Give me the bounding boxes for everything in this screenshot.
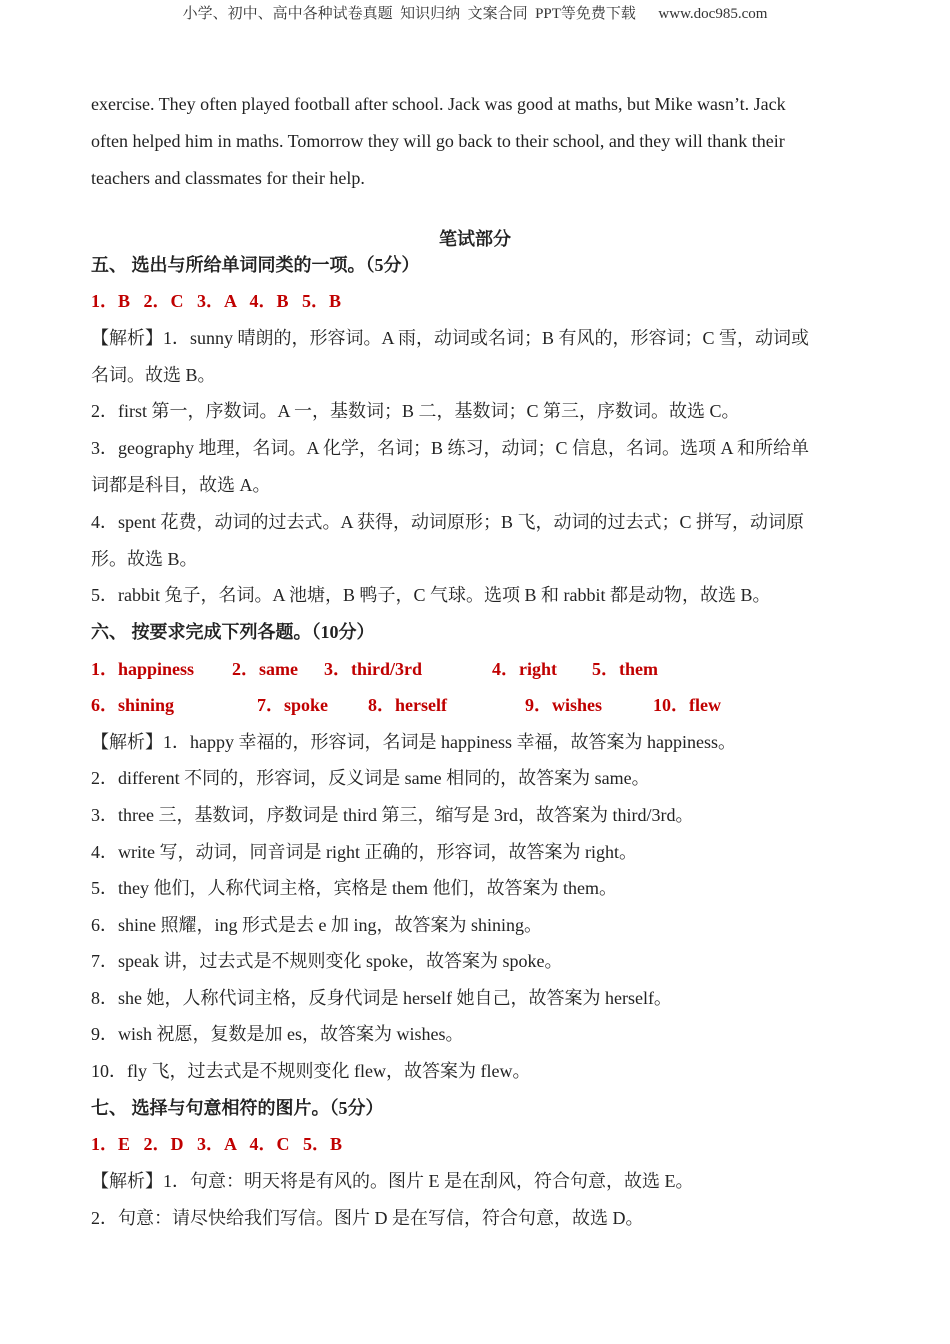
answer-item: 2．same bbox=[232, 659, 298, 679]
answer-item: 10．flew bbox=[653, 695, 721, 715]
explanation-line: 3．geography 地理，名词。A 化学，名词；B 练习，动词；C 信息，名词。选项 A 和所给单 bbox=[91, 438, 809, 458]
section-title: 笔试部分 bbox=[439, 229, 511, 249]
part6-heading: 六、 按要求完成下列各题。（10分） bbox=[91, 622, 375, 642]
answer-item: 5．them bbox=[592, 659, 658, 679]
part7-heading: 七、 选择与句意相符的图片。（5分） bbox=[91, 1098, 384, 1118]
explanation-line: 词都是科目，故选 A。 bbox=[91, 475, 271, 495]
answer-item: 3．third/3rd bbox=[324, 659, 423, 679]
explanation-line: 【解析】1．happy 幸福的，形容词，名词是 happiness 幸福，故答案为 happiness。 bbox=[91, 732, 736, 752]
part5-heading: 五、 选出与所给单词同类的一项。（5分） bbox=[91, 255, 420, 275]
explanation-line: 名词。故选 B。 bbox=[91, 365, 216, 385]
explanation-line: 4．write 写，动词，同音词是 right 正确的，形容词，故答案为 right。 bbox=[91, 842, 637, 862]
part7-answers: 1．E 2．D 3．A 4．C 5．B bbox=[91, 1134, 343, 1154]
part5-answers: 1．B 2．C 3．A 4．B 5．B bbox=[91, 291, 342, 311]
explanation-line: 10．fly 飞，过去式是不规则变化 flew，故答案为 flew。 bbox=[91, 1061, 531, 1081]
answer-item: 9．wishes bbox=[525, 695, 603, 715]
part6-answers-row2 bbox=[91, 694, 791, 716]
explanation-line: 5．they 他们，人称代词主格，宾格是 them 他们，故答案为 them。 bbox=[91, 878, 617, 898]
explanation-line: 9．wish 祝愿，复数是加 es，故答案为 wishes。 bbox=[91, 1024, 464, 1044]
explanation-line: 3．three 三，基数词，序数词是 third 第三，缩写是 3rd，故答案为 third/3rd。 bbox=[91, 805, 694, 825]
explanation-line: 8．she 她，人称代词主格，反身代词是 herself 她自己，故答案为 herself。 bbox=[91, 988, 672, 1008]
explanation-line: 5．rabbit 兔子，名词。A 池塘，B 鸭子，C 气球。选项 B 和 rabbit 都是动物，故选 B。 bbox=[91, 585, 771, 605]
passage-line: teachers and classmates for their help. bbox=[91, 168, 365, 188]
answer-item: 6．shining bbox=[91, 695, 175, 715]
explanation-line: 7．speak 讲，过去式是不规则变化 spoke，故答案为 spoke。 bbox=[91, 951, 563, 971]
explanation-line: 6．shine 照耀，ing 形式是去 e 加 ing，故答案为 shining。 bbox=[91, 915, 542, 935]
passage-line: often helped him in maths. Tomorrow they will go back to their school, and they will thank their bbox=[91, 131, 785, 151]
explanation-line: 2．different 不同的，形容词，反义词是 same 相同的，故答案为 same。 bbox=[91, 768, 650, 788]
passage-line: exercise. They often played football after school. Jack was good at maths, but Mike wasn’t. Jack bbox=[91, 94, 786, 114]
answer-item: 7．spoke bbox=[257, 695, 329, 715]
answer-item: 1．happiness bbox=[91, 659, 195, 679]
explanation-line: 形。故选 B。 bbox=[91, 549, 198, 569]
part6-answers-row1 bbox=[91, 658, 791, 680]
answer-item: 8．herself bbox=[368, 695, 447, 715]
explanation-line: 【解析】1．sunny 晴朗的，形容词。A 雨，动词或名词；B 有风的，形容词；C 雪，动词或 bbox=[91, 328, 810, 348]
explanation-line: 【解析】1．句意：明天将是有风的。图片 E 是在刮风，符合句意，故选 E。 bbox=[91, 1171, 694, 1191]
answer-item: 4．right bbox=[492, 659, 557, 679]
explanation-line: 2．first 第一，序数词。A 一，基数词；B 二，基数词；C 第三，序数词。故选 C。 bbox=[91, 401, 740, 421]
explanation-line: 4．spent 花费，动词的过去式。A 获得，动词原形；B 飞，动词的过去式；C 拼写，动词原 bbox=[91, 512, 805, 532]
explanation-line: 2．句意：请尽快给我们写信。图片 D 是在写信，符合句意，故选 D。 bbox=[91, 1208, 644, 1228]
page-header: 小学、初中、高中各种试卷真题 知识归纳 文案合同 PPT等免费下载 www.doc985.com bbox=[182, 6, 768, 22]
